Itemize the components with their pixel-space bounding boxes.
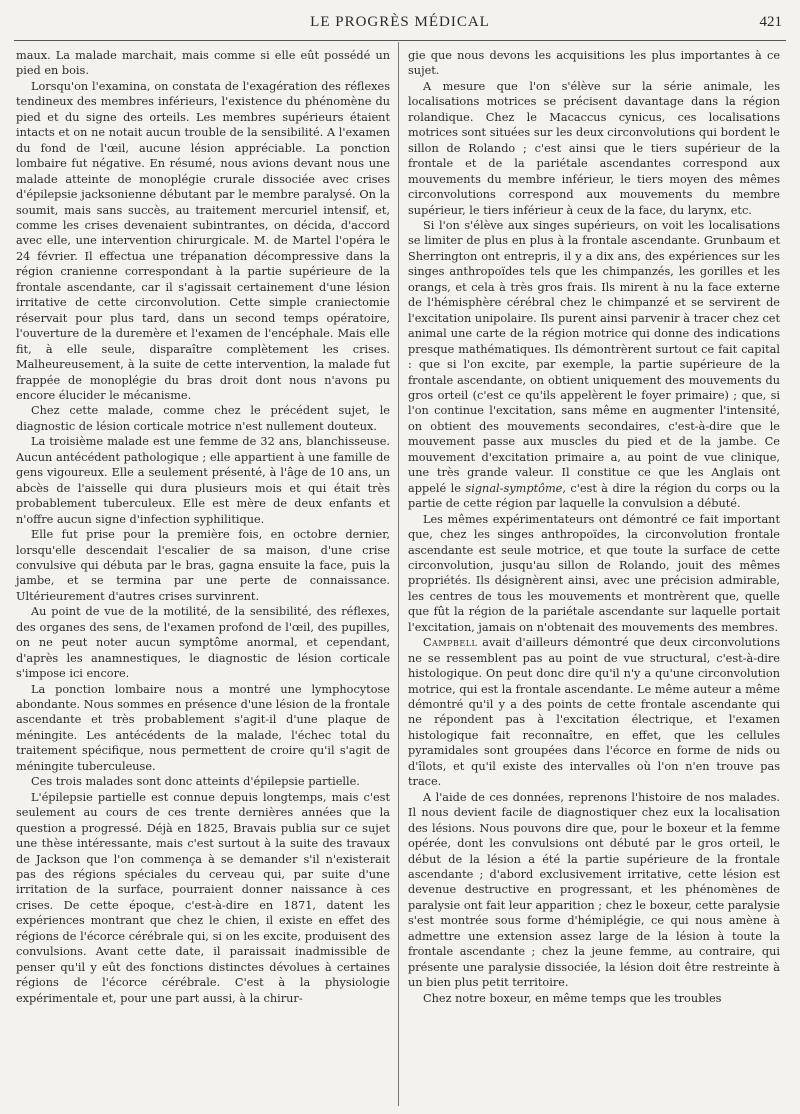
right-column — [408, 48, 780, 1006]
column-divider — [398, 42, 399, 1106]
paragraph: Au point de vue de la motilité, de la sensibilité, des réflexes, des organes des sens, de l'examen profond de l'œil, des pupilles, on ne peut noter aucun symptôme anormal, et cependant, d'après les anamnestiques, le diagnostic de lésion corticale s'impose ici encore. — [16, 605, 390, 681]
paragraph: L'épilepsie partielle est connue depuis longtemps, mais c'est seulement au cours de ces trente dernières années que la question a progressé. Déjà en 1825, Bravais publia sur ce sujet une thèse intéressante, mais c'est surtout à la suite des travaux de Jackson que l'on commença à se demander s'il n'existerait pas des régions spéciales du cerveau qui, par suite d'une irritation de la surface, pourraient donner naissance à ces crises. De cette époque, c'est-à-dire en 1871, datent les expériences montrant que chez le chien, il existe en effet des régions de l'écorce cérébrale qui, si on les excite, produisent des convulsions. Avant cette date, il paraissait inadmissible de penser qu'il y eût des fonctions distinctes dévolues à certaines régions de l'écorce cérébrale. C'est à la physiologie expérimentale et, pour une part aussi, à la chirur- — [16, 790, 390, 1005]
paragraph: Ces trois malades sont donc atteints d'épilepsie partielle. — [31, 775, 360, 789]
italic-term: signal-symptôme — [465, 481, 563, 495]
paragraph-text: , c'est à dire la région du corps ou la partie de cette région par laquelle la convulsion a débuté. — [408, 481, 780, 511]
paragraph-text: Si l'on s'élève aux singes supérieurs, on voit les localisations se limiter de plus en plus à la frontale ascendante. Grunbaum et Sherrington ont entrepris, il y a dix ans, des expériences sur les singes anthropoïdes tels que les chimpanzés, les gorilles et les orangs, et cela à très gros frais. Ils mirent à nu la face externe de l'hémisphère cérébral chez le chimpanzé et se servirent de l'excitation unipolaire. Ils purent ainsi parvenir à tracer chez cet animal une carte de la région motrice qui donne des indications presque mathématiques. Ils démontrèrent surtout ce fait capital : que si l'on excite, par exemple, la partie supérieure de la frontale ascendante, on obtient uniquement des mouvements du gros orteil (c'est ce qu'ils appelèrent le foyer primaire) ; que, si l'on continue l'excitation, sans même en augmenter l'intensité, on obtient des mouvements secondaires, c'est-à-dire que le mouvement passe aux muscles du pied et de la jambe. Ce mouvement d'excitation primaire a, au point de vue clinique, une très grande valeur. Il constitue ce que les Anglais ont appelé le — [408, 218, 780, 495]
paragraph: maux. La malade marchait, mais comme si elle eût possédé un pied en bois. — [16, 49, 390, 78]
left-column — [16, 48, 390, 1006]
paragraph: gie que nous devons les acquisitions les plus importantes à ce sujet. — [408, 49, 780, 78]
paragraph: Chez notre boxeur, en même temps que les troubles — [423, 991, 722, 1005]
paragraph: La troisième malade est une femme de 32 ans, blanchisseuse. Aucun antécédent pathologique ; elle appartient à une famille de gens vigoureux. Elle a seulement présenté, à l'âge de 10 ans, un abcès de l'aisselle qui dura plusieurs mois et qui était très probablement tuberculeux. Elle est mère de deux enfants et n'offre aucun signe d'infection syphilitique. — [16, 435, 390, 526]
paragraph-text: avait d'ailleurs démontré que deux circonvolutions ne se ressemblent pas au point de vue structural, c'est-à-dire histologique. On peut donc dire qu'il n'y a qu'une circonvolution motrice, qui est la frontale ascendante. Le même auteur a même démontré qu'il y a des points de cette frontale ascendante qui ne répondent pas à l'excitation électrique, et l'examen histologique fait reconnaître, en effet, que les cellules pyramidales sont groupées dans l'écorce en forme de nids ou d'îlots, et qu'il existe des intervalles où l'on n'en trouve pas trace. — [408, 636, 780, 789]
paragraph: Les mêmes expérimentateurs ont démontré ce fait important que, chez les singes anthropoïdes, la circonvolution frontale ascendante est seule motrice, et que toute la surface de cette circonvolution, jusqu'au sillon de Rolando, jouit des mêmes propriétés. Ils désignèrent ainsi, avec une précision admirable, les centres de tous les mouvements et montrèrent que, quelle que fût la région de la pariétale ascendante sur laquelle portait l'excitation, jamais on n'obtenait des mouvements des membres. — [408, 512, 780, 634]
header-rule — [14, 40, 786, 41]
paragraph: Lorsqu'on l'examina, on constata de l'exagération des réflexes tendineux des membres inférieurs, l'existence du phénomène du pied et du signe des orteils. Les membres supérieurs étaient intacts et on ne notait aucun trouble de la sensibilité. A l'examen du fond de l'œil, aucune lésion appréciable. La ponction lombaire fut négative. En résumé, nous avions devant nous une malade atteinte de monoplégie crurale dissociée avec crises d'épilepsie jacksonienne débutant par le membre paralysé. On la soumit, mais sans succès, au traitement mercuriel intensif, et, comme les crises devenaient subintrantes, on décida, d'accord avec elle, une intervention chirurgicale. M. de Martel l'opéra le 24 février. Il effectua une trépanation décompressive dans la région cranienne correspondant à la partie supérieure de la frontale ascendante, car il s'agissait certainement d'une lésion irritative de cette circonvolution. Cette simple craniectomie réservait pour plus tard, dans un second temps opératoire, l'ouverture de la duremère et l'examen de l'encéphale. Mais elle fit, à elle seule, disparaître complètement les crises. Malheureusement, à la suite de cette intervention, la malade fut frappée de monoplégie du bras droit dont nous n'avons pu encore élucider le mécanisme. — [16, 79, 390, 402]
running-head: LE PROGRÈS MÉDICAL — [310, 14, 490, 30]
paragraph: Chez cette malade, comme chez le précédent sujet, le diagnostic de lésion corticale motrice n'est nullement douteux. — [16, 404, 390, 433]
paragraph: A mesure que l'on s'élève sur la série animale, les localisations motrices se précisent davantage dans la région rolandique. Chez le Macaccus cynicus, ces localisations motrices sont situées sur les deux circonvolutions qui bordent le sillon de Rolando ; c'est ainsi que le tiers supérieur de la frontale et de la pariétale ascendantes correspond aux mouvements du membre inférieur, le tiers moyen des mêmes circonvolutions correspond aux mouvements du membre supérieur, le tiers inférieur à ceux de la face, du larynx, etc. — [408, 79, 780, 217]
paragraph — [408, 218, 780, 512]
paragraph: La ponction lombaire nous a montré une lymphocytose abondante. Nous sommes en présence d'une lésion de la frontale ascendante et très probablement s'agit-il d'une plaque de méningite. Les antécédents de la malade, l'échec total du traitement spécifique, nous permettent de croire qu'il s'agit de méningite tuberculeuse. — [16, 682, 390, 773]
paragraph: Elle fut prise pour la première fois, en octobre dernier, lorsqu'elle descendait l'escalier de sa maison, d'une crise convulsive qui débuta par le bras, gagna ensuite la face, puis la jambe, et se termina par une perte de connaissance. Ultérieurement d'autres crises survinrent. — [16, 528, 390, 603]
paragraph: A l'aide de ces données, reprenons l'histoire de nos malades. Il nous devient facile de diagnostiquer chez eux la localisation des lésions. Nous pouvons dire que, pour le boxeur et la femme opérée, dont les convulsions ont débuté par le gros orteil, le début de la lésion a été la partie supérieure de la frontale ascendante ; d'abord exclusivement irritative, cette lésion est devenue destructive en progressant, et les phénomènes de paralysie ont fait leur apparition ; chez le boxeur, cette paralysie s'est montrée sous forme d'hémiplégie, ce qui nous amène à admettre une extension assez large de la lésion à toute la frontale ascendante ; chez la jeune femme, au contraire, qui présente une paralysie dissociée, la lésion doit être restreinte à un bien plus petit territoire. — [408, 790, 780, 990]
author-name: Campbell — [423, 636, 478, 650]
paragraph — [408, 635, 780, 790]
page-header — [0, 14, 800, 36]
page-number: 421 — [759, 14, 782, 30]
